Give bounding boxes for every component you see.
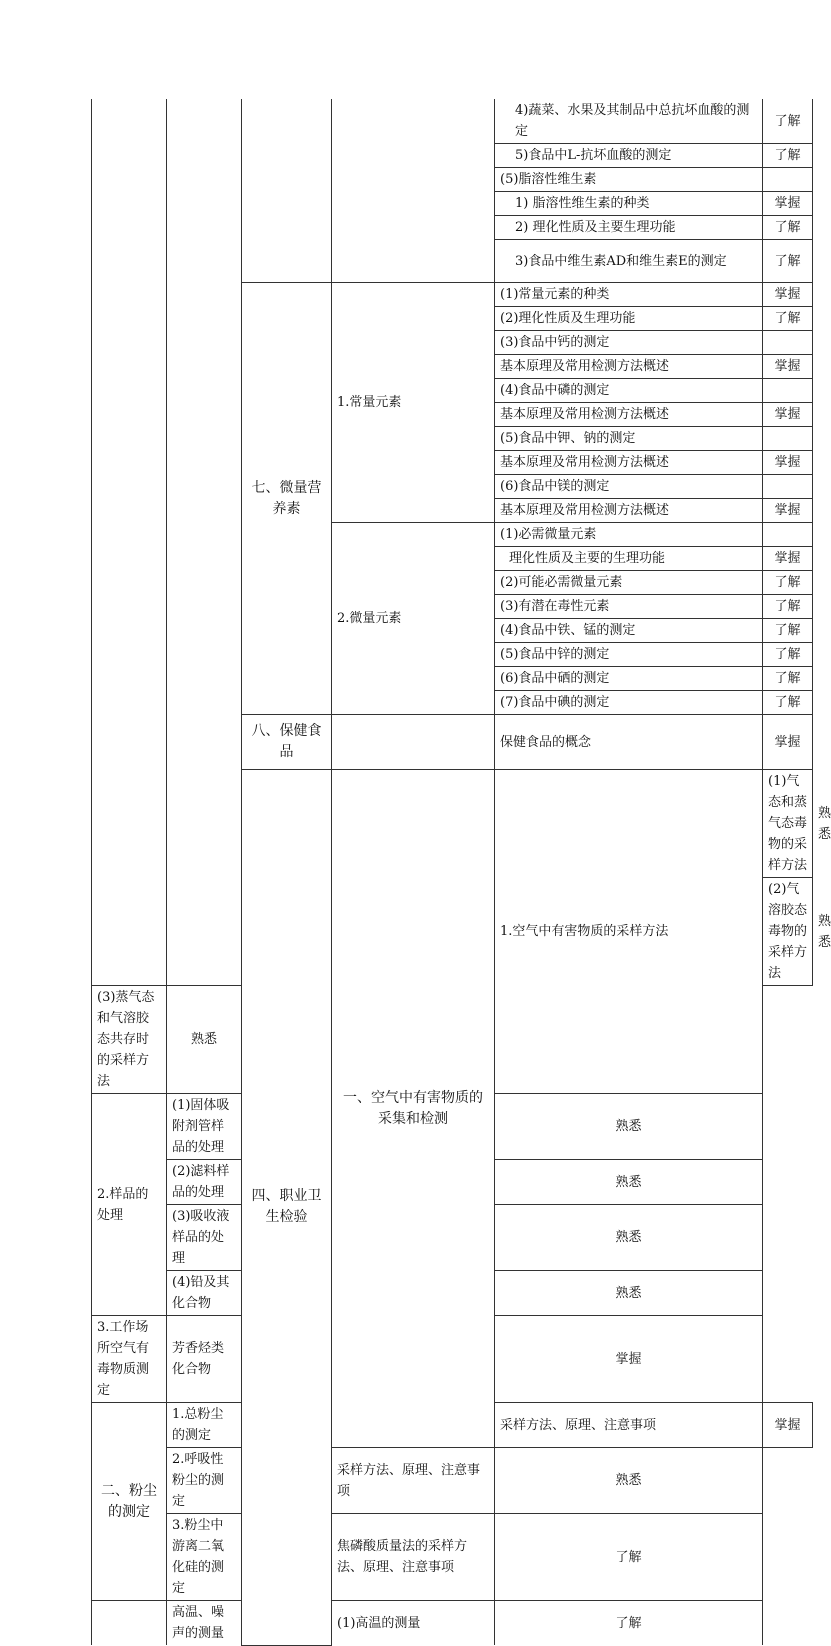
content-cell: (4)铅及其化合物	[167, 1271, 242, 1316]
content-cell: 采样方法、原理、注意事项	[332, 1448, 495, 1514]
requirement-cell: 掌握	[763, 499, 813, 523]
content-cell: (1)气态和蒸气态毒物的采样方法	[763, 770, 813, 878]
topic-cell: 2.呼吸性粉尘的测定	[167, 1448, 242, 1514]
content-cell: 基本原理及常用检测方法概述	[495, 499, 763, 523]
requirement-cell: 了解	[763, 643, 813, 667]
content-cell: 1) 脂溶性维生素的种类	[495, 192, 763, 216]
topic-cell-macro-elements: 1.常量元素	[332, 283, 495, 523]
requirement-cell: 熟悉	[495, 1205, 763, 1271]
requirement-cell: 掌握	[763, 547, 813, 571]
requirement-cell	[763, 523, 813, 547]
content-cell: (2)气溶胶态毒物的采样方法	[763, 878, 813, 986]
unit-cell	[92, 1601, 167, 1646]
content-cell: (2)理化性质及生理功能	[495, 307, 763, 331]
exam-outline-table: 4)蔬菜、水果及其制品中总抗坏血酸的测定 了解 5)食品中L-抗坏血酸的测定 了解 (5)脂溶性维生素 1) 脂溶性维生素的种类 掌握 2) 理化性质及主要生理功能 了解 3)食品中维生素AD和维生素E的测定 了解 七、微量营养素 1.常量元素 (1)常量元素的种类 掌握 (2)理化性质及生理功能 了解 (3)食品中钙的测定 基本原理及常用检测方法概述 掌握 (4)食品中磷的测定 基本原理及常用检测方法概述 掌握 (5)食品中钾、钠的测定 基本原理及常用检测方法概述 掌握 (6)食品中镁的测定 基本原理及常用检测方法概述 掌握 2.微量元素 (1)必需微量元素 理化性质及主要的生理功能 掌握 (2)可能必需微量元素 了解 (3)有潜在毒性元素 了解 (4)食品中铁、锰的测定 了解 (5)食品中锌的测定 了解 (6)食品中硒的测定 了解 (7)食品中碘的测定 了解 八、保健食品 保健食品的概念 掌握 四、职业卫生检验 一、空气中有害物质的采集和检测 1.空气中有害物质的采样方法 (1)气态和蒸气态毒物的采样方法 熟悉 (2)气溶胶态毒物的采样方法 熟悉 (3)蒸气态和气溶胶态共存时的采样方法 熟悉 2.样品的处理 (1)固体吸附剂管样品的处理 熟悉 (2)滤料样品的处理 熟悉 (3)吸收液样品的处理 熟悉 (4)铅及其化合物 熟悉 3.工作场所空气有毒物质测定 芳香烃类化合物 掌握 二、粉尘的测定 1.总粉尘的测定 采样方法、原理、注意事项 掌握 2.呼吸性粉尘的测定 采样方法、原理、注意事项 熟悉 3.粉尘中游离二氧化硅的测定 焦磷酸质量法的采样方法、原理、注意事项 了解 高温、噪声的测量 (1)高温的测量 了解	[91, 99, 813, 1646]
requirement-cell	[763, 331, 813, 355]
unit-cell-micronutrients: 七、微量营养素	[242, 283, 332, 715]
content-cell: (1)必需微量元素	[495, 523, 763, 547]
requirement-cell: 掌握	[763, 1403, 813, 1448]
content-cell: 2) 理化性质及主要生理功能	[495, 216, 763, 240]
topic-cell-workplace-air: 3.工作场所空气有毒物质测定	[92, 1316, 167, 1403]
content-cell: 基本原理及常用检测方法概述	[495, 355, 763, 379]
content-cell: (6)食品中镁的测定	[495, 475, 763, 499]
unit-cell-vitamins	[242, 99, 332, 283]
topic-cell-trace-elements: 2.微量元素	[332, 523, 495, 715]
requirement-cell	[763, 379, 813, 403]
content-cell: (3)食品中钙的测定	[495, 331, 763, 355]
requirement-cell	[763, 168, 813, 192]
level-cell-3	[167, 99, 242, 986]
content-cell: (3)吸收液样品的处理	[167, 1205, 242, 1271]
requirement-cell: 了解	[763, 216, 813, 240]
requirement-cell	[763, 427, 813, 451]
requirement-cell: 掌握	[763, 192, 813, 216]
requirement-cell	[763, 475, 813, 499]
requirement-cell: 了解	[763, 240, 813, 283]
requirement-cell: 了解	[763, 307, 813, 331]
content-cell: (5)食品中钾、钠的测定	[495, 427, 763, 451]
requirement-cell: 掌握	[763, 283, 813, 307]
requirement-cell: 掌握	[763, 715, 813, 770]
content-cell: 焦磷酸质量法的采样方法、原理、注意事项	[332, 1514, 495, 1601]
requirement-cell: 熟悉	[495, 1160, 763, 1205]
content-cell: 基本原理及常用检测方法概述	[495, 451, 763, 475]
requirement-cell: 熟悉	[495, 1094, 763, 1160]
requirement-cell: 了解	[495, 1514, 763, 1601]
content-cell: (2)滤料样品的处理	[167, 1160, 242, 1205]
content-cell: 理化性质及主要的生理功能	[495, 547, 763, 571]
requirement-cell: 掌握	[763, 451, 813, 475]
requirement-cell: 了解	[763, 144, 813, 168]
requirement-cell: 了解	[763, 99, 813, 144]
requirement-cell: 了解	[495, 1601, 763, 1646]
requirement-cell: 了解	[763, 619, 813, 643]
content-cell: 4)蔬菜、水果及其制品中总抗坏血酸的测定	[495, 99, 763, 144]
requirement-cell: 了解	[763, 691, 813, 715]
content-cell: (5)食品中锌的测定	[495, 643, 763, 667]
content-cell: 保健食品的概念	[495, 715, 763, 770]
topic-cell-vitamins	[332, 99, 495, 283]
content-cell: (5)脂溶性维生素	[495, 168, 763, 192]
content-cell: (1)常量元素的种类	[495, 283, 763, 307]
content-cell: 采样方法、原理、注意事项	[495, 1403, 763, 1448]
requirement-cell: 了解	[763, 667, 813, 691]
content-cell: (1)高温的测量	[332, 1601, 495, 1646]
requirement-cell: 了解	[763, 595, 813, 619]
content-cell: (3)有潜在毒性元素	[495, 595, 763, 619]
requirement-cell: 熟悉	[495, 1448, 763, 1514]
topic-cell-sampling-methods: 1.空气中有害物质的采样方法	[495, 770, 763, 1094]
requirement-cell: 了解	[763, 571, 813, 595]
requirement-cell: 掌握	[495, 1316, 763, 1403]
category-cell	[92, 99, 167, 986]
content-cell: (4)食品中铁、锰的测定	[495, 619, 763, 643]
content-cell: 芳香烃类化合物	[167, 1316, 242, 1403]
content-cell: (1)固体吸附剂管样品的处理	[167, 1094, 242, 1160]
content-cell: (7)食品中碘的测定	[495, 691, 763, 715]
unit-cell-health-food: 八、保健食品	[242, 715, 332, 770]
content-cell: (4)食品中磷的测定	[495, 379, 763, 403]
requirement-cell: 掌握	[763, 403, 813, 427]
requirement-cell: 掌握	[763, 355, 813, 379]
topic-cell: 3.粉尘中游离二氧化硅的测定	[167, 1514, 242, 1601]
content-cell: (3)蒸气态和气溶胶态共存时的采样方法	[92, 986, 167, 1094]
topic-cell: 1.总粉尘的测定	[167, 1403, 242, 1448]
level-cell-occupational-health: 四、职业卫生检验	[242, 770, 332, 1646]
content-cell: (6)食品中硒的测定	[495, 667, 763, 691]
topic-cell-sample-processing: 2.样品的处理	[92, 1094, 167, 1316]
topic-cell: 高温、噪声的测量	[167, 1601, 242, 1646]
requirement-cell: 熟悉	[495, 1271, 763, 1316]
topic-cell-health-food	[332, 715, 495, 770]
content-cell: 5)食品中L-抗坏血酸的测定	[495, 144, 763, 168]
unit-cell-dust: 二、粉尘的测定	[92, 1403, 167, 1601]
content-cell: (2)可能必需微量元素	[495, 571, 763, 595]
requirement-cell: 熟悉	[167, 986, 242, 1094]
content-cell: 基本原理及常用检测方法概述	[495, 403, 763, 427]
content-cell: 3)食品中维生素AD和维生素E的测定	[495, 240, 763, 283]
unit-cell-air-hazards: 一、空气中有害物质的采集和检测	[332, 770, 495, 1448]
